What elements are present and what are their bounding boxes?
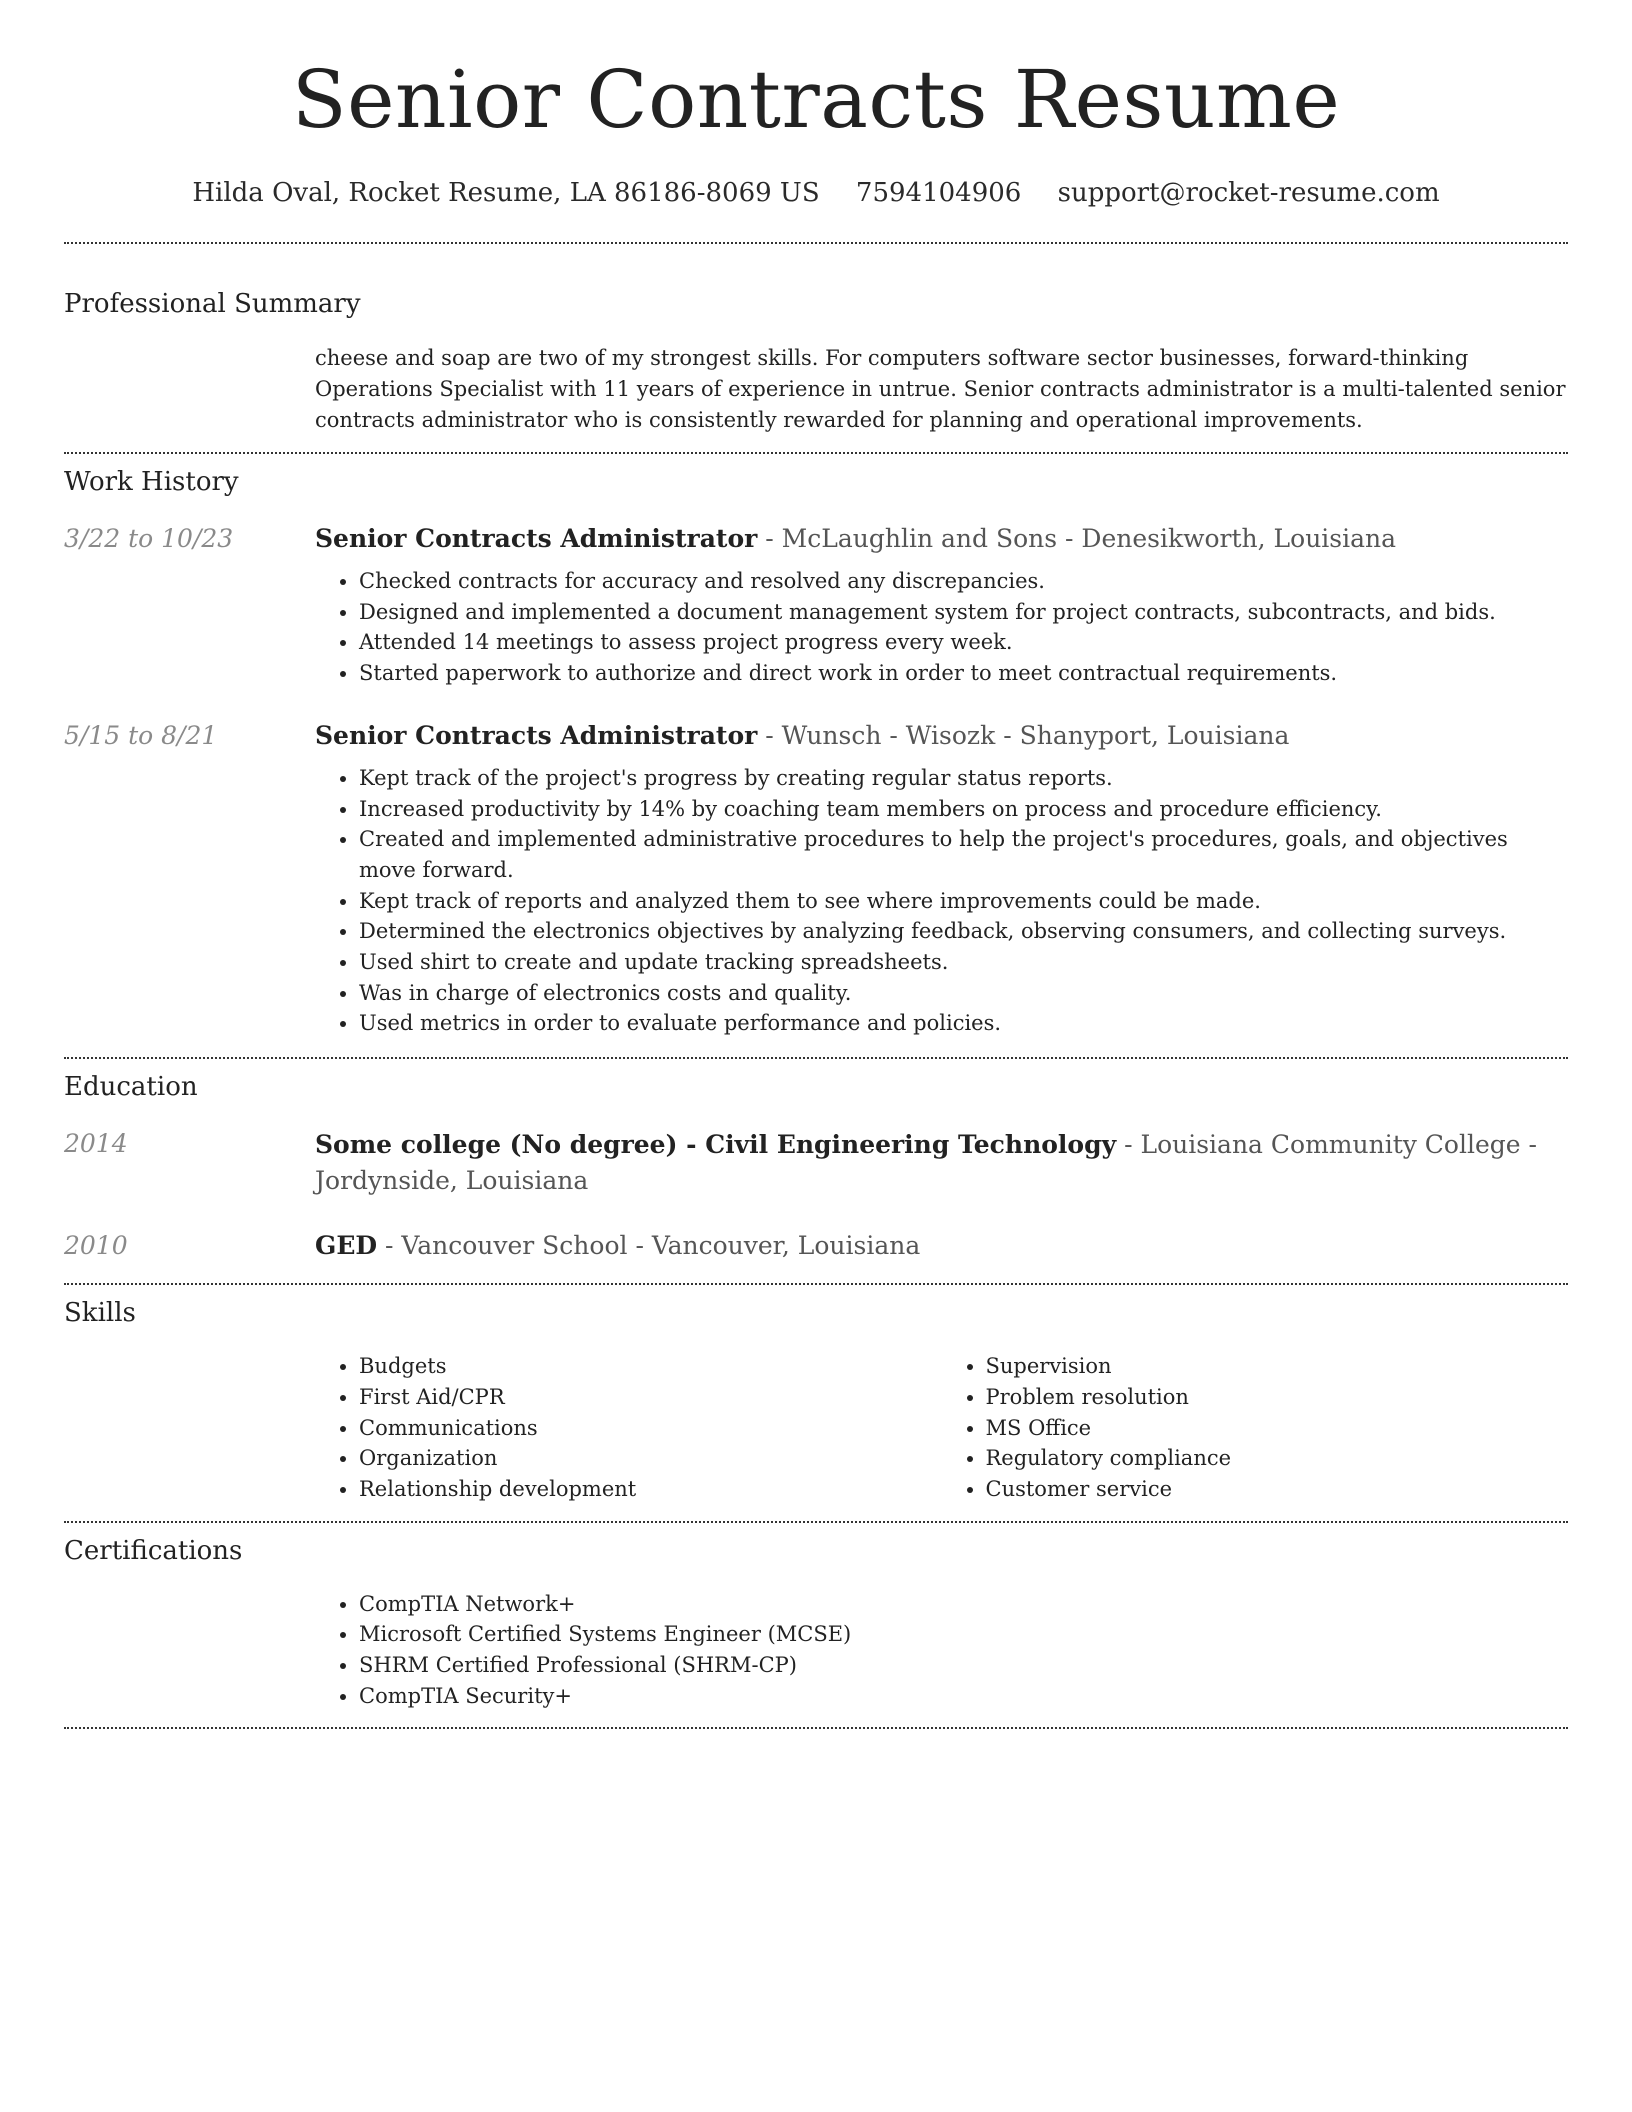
job-details: - Wunsch - Wisozk - Shanyport, Louisiana [757,720,1290,750]
divider [64,1283,1568,1285]
summary-section [64,288,1568,436]
education-year: 2010 [64,1231,128,1261]
job-dates: 5/15 to 8/21 [64,720,218,750]
education-details: - Vancouver School - Vancouver, Louisiana [377,1231,921,1261]
section-heading-skills: Skills [64,1298,136,1329]
section-heading-education: Education [64,1072,198,1103]
divider [64,452,1568,454]
list-item: • Determined the electronics objectives by analyzing feedback, observing consumers, and collecting surveys. [359,916,1568,947]
contact-address: Hilda Oval, Rocket Resume, LA 86186-8069 US [192,178,820,208]
list-item: • Started paperwork to authorize and direct work in order to meet contractual requirements. [359,658,1568,689]
list-item: • Regulatory compliance [986,1443,1569,1474]
list-item: • Relationship development [359,1474,942,1505]
list-item: • Supervision [986,1351,1569,1382]
skills-list-right [942,1351,1569,1505]
skills-section [64,1297,1568,1505]
list-item: • Customer service [986,1474,1569,1505]
divider [64,1521,1568,1523]
work-history-section [64,466,1568,1039]
education-entry [64,1127,1568,1199]
education-year: 2014 [64,1129,128,1159]
education-details: - Louisiana Community College - Jordynside, Louisiana [315,1130,1537,1196]
certifications-section [64,1535,1568,1712]
list-item: • CompTIA Security+ [359,1681,1568,1712]
list-item: • Organization [359,1443,942,1474]
education-entry [64,1229,1568,1263]
job-role: Senior Contracts Administrator [315,720,758,750]
job-title [315,522,1568,556]
job-details: - McLaughlin and Sons - Denesikworth, Louisiana [757,524,1397,553]
list-item: • Microsoft Certified Systems Engineer (MCSE) [359,1619,1568,1650]
summary-spacer [64,343,315,436]
list-item: • Increased productivity by 14% by coaching team members on process and procedure efficiency. [359,794,1568,825]
education-title [315,1127,1568,1199]
job-entry [64,719,1568,1039]
list-item: • Budgets [359,1351,942,1382]
job-bullets [315,566,1568,689]
list-item: • Problem resolution [986,1382,1569,1413]
list-item: • CompTIA Network+ [359,1589,1568,1620]
skills-list-left [315,1351,942,1505]
job-title [315,719,1568,753]
education-degree: GED [315,1231,378,1261]
list-item: • Communications [359,1413,942,1444]
certifications-body [315,1589,1568,1712]
list-item: • Kept track of reports and analyzed them to see where improvements could be made. [359,886,1568,917]
skills-spacer [64,1351,315,1505]
job-dates: 3/22 to 10/23 [64,524,234,553]
summary-text: cheese and soap are two of my strongest skills. For computers software sector businesses, forward-thinking Operations Specialist with 11 years of experience in untrue. Senior contracts administrator is a multi-talented senior contracts administrator who is consistently rewarded for planning and operational improvements. [315,346,1566,432]
list-item: • Used metrics in order to evaluate performance and policies. [359,1008,1568,1039]
job-body [315,522,1568,689]
list-item: • Designed and implemented a document management system for project contracts, subcontracts, and bids. [359,597,1568,628]
section-heading-certifications: Certifications [64,1535,243,1566]
resume-title: Senior Contracts Resume [291,53,1341,146]
education-section [64,1071,1568,1263]
certifications-row [64,1589,1568,1712]
certifications-list [315,1589,1568,1712]
education-degree: Some college (No degree) - Civil Engineering Technology [315,1130,1117,1160]
divider [64,1057,1568,1059]
skills-row [64,1351,1568,1505]
section-heading-summary: Professional Summary [64,289,361,319]
skills-columns [315,1351,1568,1505]
contact-phone: 7594104906 [855,178,1022,208]
education-title [315,1229,1568,1263]
job-bullets [315,763,1568,1039]
section-heading-work: Work History [64,467,239,497]
contact-line [64,176,1568,210]
list-item: • First Aid/CPR [359,1382,942,1413]
contact-email: support@rocket-resume.com [1057,178,1440,208]
list-item: • Created and implemented administrative procedures to help the project's procedures, goals, and objectives move forward. [359,824,1568,885]
list-item: • SHRM Certified Professional (SHRM-CP) [359,1650,1568,1681]
divider [64,1727,1568,1729]
list-item: • Attended 14 meetings to assess project progress every week. [359,627,1568,658]
list-item: • Was in charge of electronics costs and quality. [359,978,1568,1009]
list-item: • MS Office [986,1413,1569,1444]
job-body [315,719,1568,1039]
job-entry [64,522,1568,689]
list-item: • Used shirt to create and update tracking spreadsheets. [359,947,1568,978]
certifications-spacer [64,1589,315,1712]
job-role: Senior Contracts Administrator [315,524,758,553]
divider [64,242,1568,244]
summary-row [64,343,1568,436]
list-item: • Kept track of the project's progress by creating regular status reports. [359,763,1568,794]
list-item: • Checked contracts for accuracy and resolved any discrepancies. [359,566,1568,597]
